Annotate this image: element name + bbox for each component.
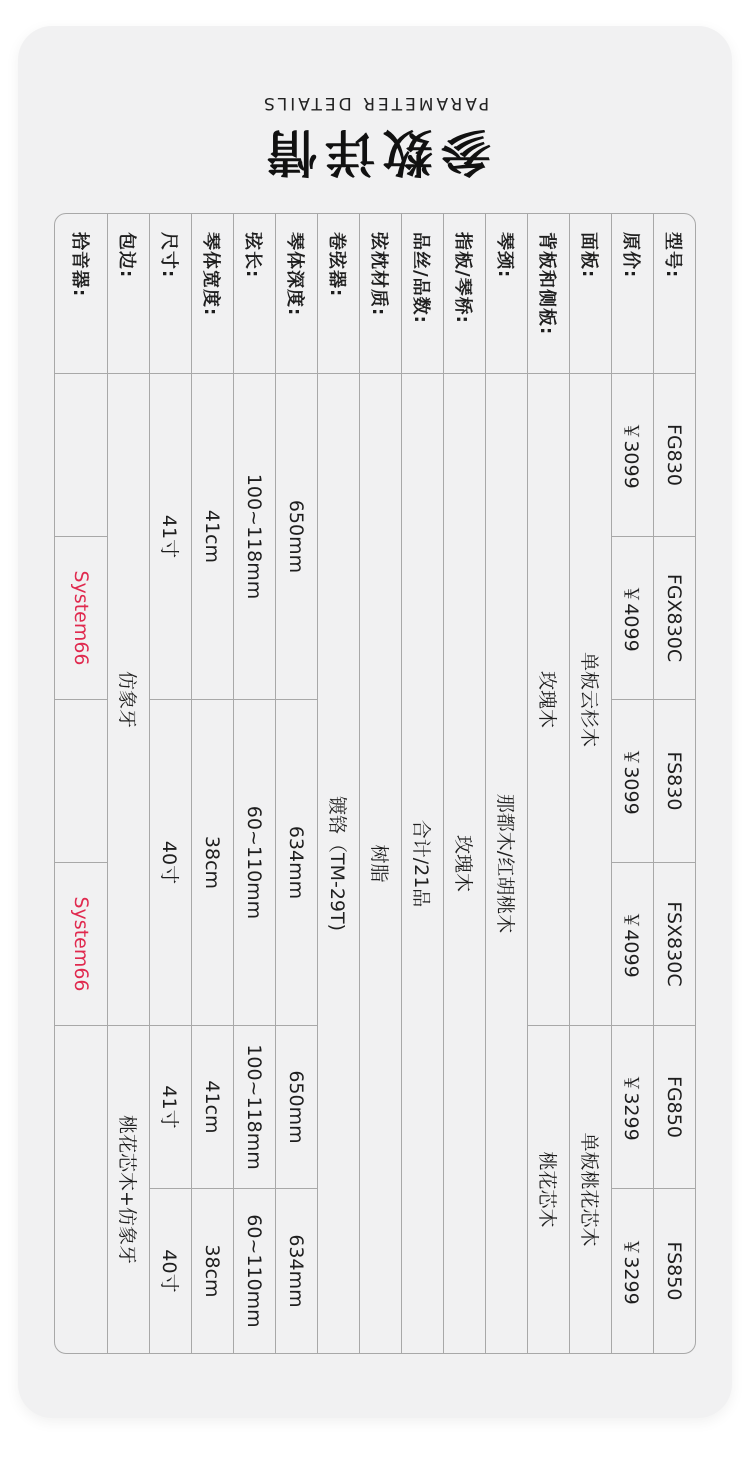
label-body-width: 琴体宽度: bbox=[191, 214, 233, 374]
depth-fg-cell: 650mm bbox=[275, 374, 317, 700]
model-cell: FGX830C bbox=[653, 537, 695, 700]
spec-table-wrapper bbox=[54, 213, 696, 1352]
scale-fg-cell: 100~118mm bbox=[233, 374, 275, 700]
model-cell: FG830 bbox=[653, 374, 695, 537]
top-830-cell: 单板云杉木 bbox=[569, 374, 611, 1026]
label-price: 原价: bbox=[611, 214, 653, 374]
page-subtitle: PARAMETER DETAILS bbox=[260, 93, 490, 113]
price-cell: ￥3299 bbox=[611, 1026, 653, 1189]
depth-fs-cell: 634mm bbox=[275, 700, 317, 1026]
back-830-cell: 玫瑰木 bbox=[527, 374, 569, 1026]
model-cell: FG850 bbox=[653, 1026, 695, 1189]
label-nut: 弦枕材质: bbox=[359, 214, 401, 374]
pickup-cell bbox=[55, 700, 107, 863]
scale-fs850-cell: 60~110mm bbox=[233, 1189, 275, 1353]
label-binding: 包边: bbox=[107, 214, 149, 374]
title-block bbox=[200, 70, 550, 200]
pickup-cell bbox=[55, 374, 107, 537]
fingerboard-cell: 玫瑰木 bbox=[443, 374, 485, 1353]
width-fg850-cell: 41cm bbox=[191, 1026, 233, 1189]
label-body-depth: 琴体深度: bbox=[275, 214, 317, 374]
label-top: 面板: bbox=[569, 214, 611, 374]
binding-830-cell: 仿象牙 bbox=[107, 374, 149, 1026]
depth-fs850-cell: 634mm bbox=[275, 1189, 317, 1353]
label-neck: 琴颈: bbox=[485, 214, 527, 374]
top-850-cell: 单板桃花芯木 bbox=[569, 1026, 611, 1353]
nut-cell: 树脂 bbox=[359, 374, 401, 1353]
scale-fs-cell: 60~110mm bbox=[233, 700, 275, 1026]
price-cell: ￥4099 bbox=[611, 537, 653, 700]
model-cell: FS850 bbox=[653, 1189, 695, 1353]
label-model: 型号: bbox=[653, 214, 695, 374]
label-size: 尺寸: bbox=[149, 214, 191, 374]
scale-fg850-cell: 100~118mm bbox=[233, 1026, 275, 1189]
width-fs-cell: 38cm bbox=[191, 700, 233, 1026]
spec-table bbox=[54, 213, 696, 1354]
page-title: 参数详情 bbox=[259, 123, 491, 181]
label-back-sides: 背板和侧板: bbox=[527, 214, 569, 374]
neck-cell: 那都木/红胡桃木 bbox=[485, 374, 527, 1353]
model-cell: FS830 bbox=[653, 700, 695, 863]
pickup-cell bbox=[55, 1026, 107, 1353]
label-frets: 品丝/品数: bbox=[401, 214, 443, 374]
depth-fg850-cell: 650mm bbox=[275, 1026, 317, 1189]
pickup-cell: System66 bbox=[55, 537, 107, 700]
label-pickup: 拾音器: bbox=[55, 214, 107, 374]
size-fg850-cell: 41寸 bbox=[149, 1026, 191, 1189]
width-fs850-cell: 38cm bbox=[191, 1189, 233, 1353]
price-cell: ￥3099 bbox=[611, 374, 653, 537]
label-scale: 弦长: bbox=[233, 214, 275, 374]
price-cell: ￥3299 bbox=[611, 1189, 653, 1353]
label-fingerboard: 指板/琴桥: bbox=[443, 214, 485, 374]
size-fg-cell: 41寸 bbox=[149, 374, 191, 700]
price-cell: ￥3099 bbox=[611, 700, 653, 863]
price-cell: ￥4099 bbox=[611, 863, 653, 1026]
label-tuners: 卷弦器: bbox=[317, 214, 359, 374]
frets-cell: 合计/21品 bbox=[401, 374, 443, 1353]
back-850-cell: 桃花芯木 bbox=[527, 1026, 569, 1353]
pickup-cell: System66 bbox=[55, 863, 107, 1026]
binding-850-cell: 桃花芯木+仿象牙 bbox=[107, 1026, 149, 1353]
size-fs850-cell: 40寸 bbox=[149, 1189, 191, 1353]
size-fs-cell: 40寸 bbox=[149, 700, 191, 1026]
width-fg-cell: 41cm bbox=[191, 374, 233, 700]
model-cell: FSX830C bbox=[653, 863, 695, 1026]
tuners-cell: 镀铬（TM-29T) bbox=[317, 374, 359, 1353]
